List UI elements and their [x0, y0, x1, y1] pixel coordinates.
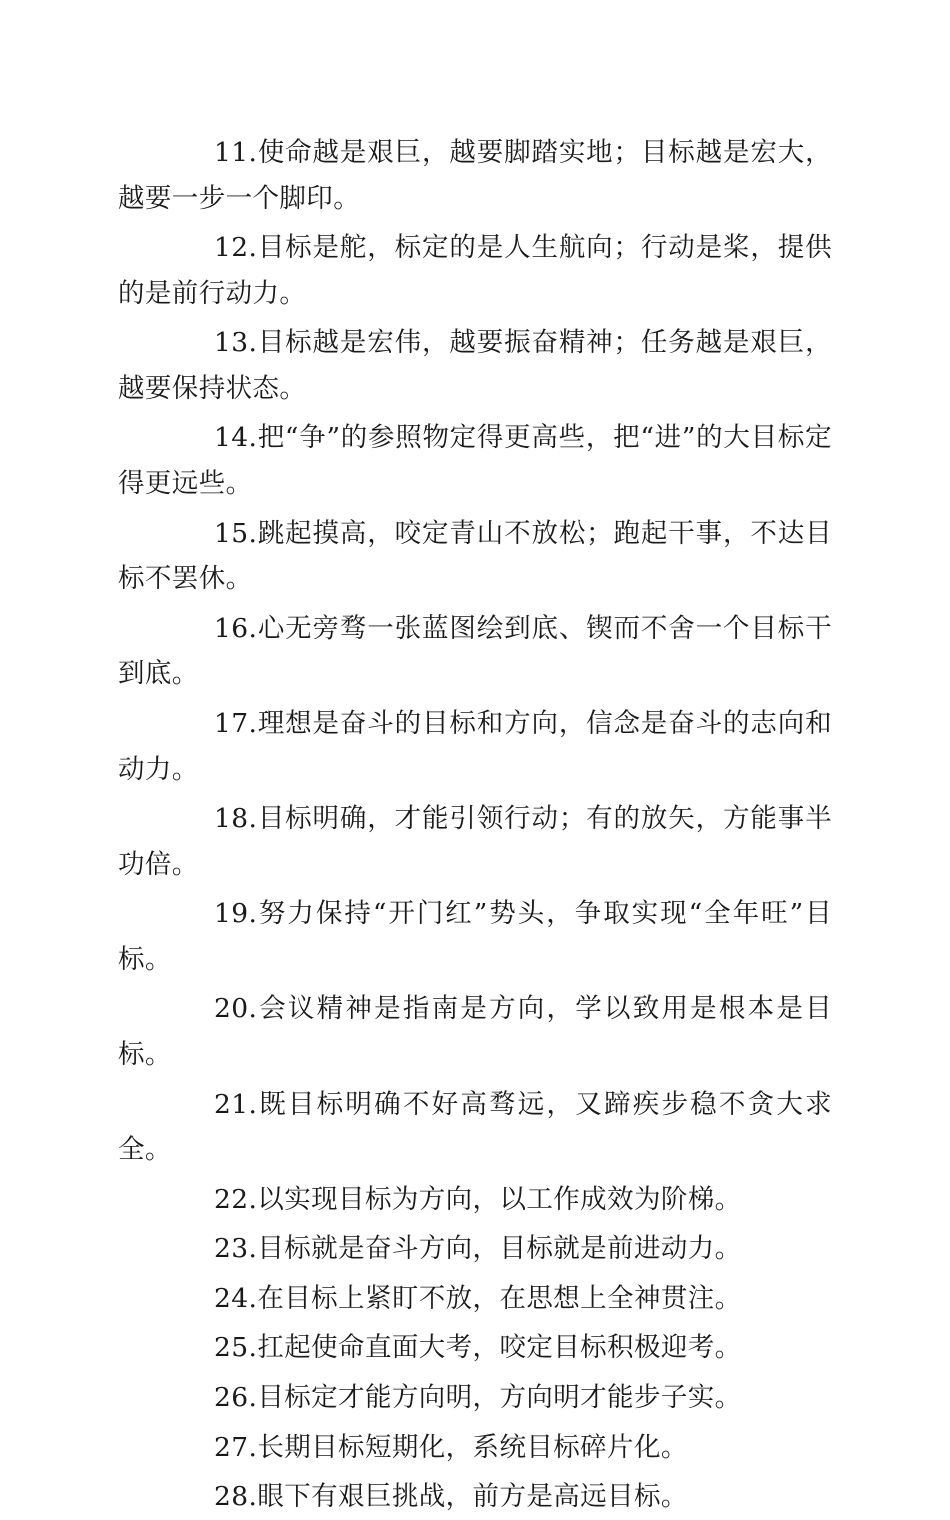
list-item-text: 目标就是奋斗方向，目标就是前进动力。	[257, 1233, 742, 1265]
list-item-text: 眼下有艰巨挑战，前方是高远目标。	[257, 1481, 688, 1513]
list-item-number: 26.	[214, 1382, 258, 1414]
list-item-text: 目标越是宏伟，越要振奋精神；任务越是艰巨，越要保持状态。	[118, 327, 832, 404]
list-item-text: 既目标明确不好高骛远，又蹄疾步稳不贪大求全。	[118, 1088, 832, 1166]
list-item-text: 努力保持“开门红”势头，争取实现“全年旺”目标。	[118, 898, 832, 975]
list-item	[118, 1177, 832, 1223]
list-item-text: 在目标上紧盯不放，在思想上全神贯注。	[257, 1282, 742, 1314]
list-item	[118, 1474, 832, 1520]
list-item	[118, 1226, 832, 1272]
list-item	[118, 1375, 832, 1421]
list-item-text: 把“争”的参照物定得更高些，把“进”的大目标定得更远些。	[118, 422, 832, 500]
list-item	[118, 130, 832, 221]
list-item-number: 25.	[214, 1332, 258, 1364]
list-item-number: 12.	[214, 232, 258, 264]
list-item-text: 心无旁骛一张蓝图绘到底、锲而不舍一个目标干到底。	[118, 612, 832, 690]
list-item	[118, 1325, 832, 1371]
list-item-number: 14.	[214, 422, 258, 454]
list-item	[118, 891, 832, 982]
list-item	[118, 606, 832, 697]
list-item-number: 24.	[214, 1282, 258, 1314]
list-item-number: 15.	[214, 517, 258, 549]
list-item-text: 目标定才能方向明，方向明才能步子实。	[257, 1382, 742, 1414]
list-item	[118, 320, 832, 411]
list-item-number: 17.	[214, 707, 258, 739]
list-item-text: 长期目标短期化，系统目标碎片化。	[257, 1431, 688, 1463]
list-item-text: 会议精神是指南是方向，学以致用是根本是目标。	[118, 993, 832, 1070]
list-item-number: 11.	[214, 137, 258, 168]
list-item-number: 27.	[214, 1431, 258, 1463]
list-item-number: 13.	[214, 327, 258, 359]
list-item	[118, 701, 832, 792]
list-item-text: 目标明确，才能引领行动；有的放矢，方能事半功倍。	[118, 803, 832, 880]
list-item	[118, 1082, 832, 1173]
list-item-number: 23.	[214, 1233, 258, 1265]
list-item	[118, 415, 832, 506]
list-item	[118, 1425, 832, 1471]
list-item-number: 18.	[214, 803, 258, 835]
list-item-number: 20.	[214, 993, 258, 1025]
list-item	[118, 1276, 832, 1322]
list-item-text: 跳起摸高，咬定青山不放松；跑起干事，不达目标不罢休。	[118, 517, 832, 595]
list-item-number: 19.	[214, 898, 258, 930]
list-item-number: 21.	[214, 1088, 258, 1120]
list-item-text: 目标是舵，标定的是人生航向；行动是桨，提供的是前行动力。	[118, 232, 832, 309]
list-item	[118, 986, 832, 1077]
list-item-text: 扛起使命直面大考，咬定目标积极迎考。	[257, 1332, 742, 1364]
list-item	[118, 796, 832, 887]
list-item-text: 使命越是艰巨，越要脚踏实地；目标越是宏大，越要一步一个脚印。	[118, 137, 832, 214]
list-item-text: 理想是奋斗的目标和方向，信念是奋斗的志向和动力。	[118, 707, 832, 785]
list-item	[118, 225, 832, 316]
list-item	[118, 511, 832, 602]
list-item-number: 28.	[214, 1481, 258, 1513]
list-item-number: 22.	[214, 1183, 258, 1215]
list-item-text: 以实现目标为方向，以工作成效为阶梯。	[257, 1183, 742, 1215]
numbered-list	[118, 130, 832, 1520]
list-item-number: 16.	[214, 612, 258, 644]
